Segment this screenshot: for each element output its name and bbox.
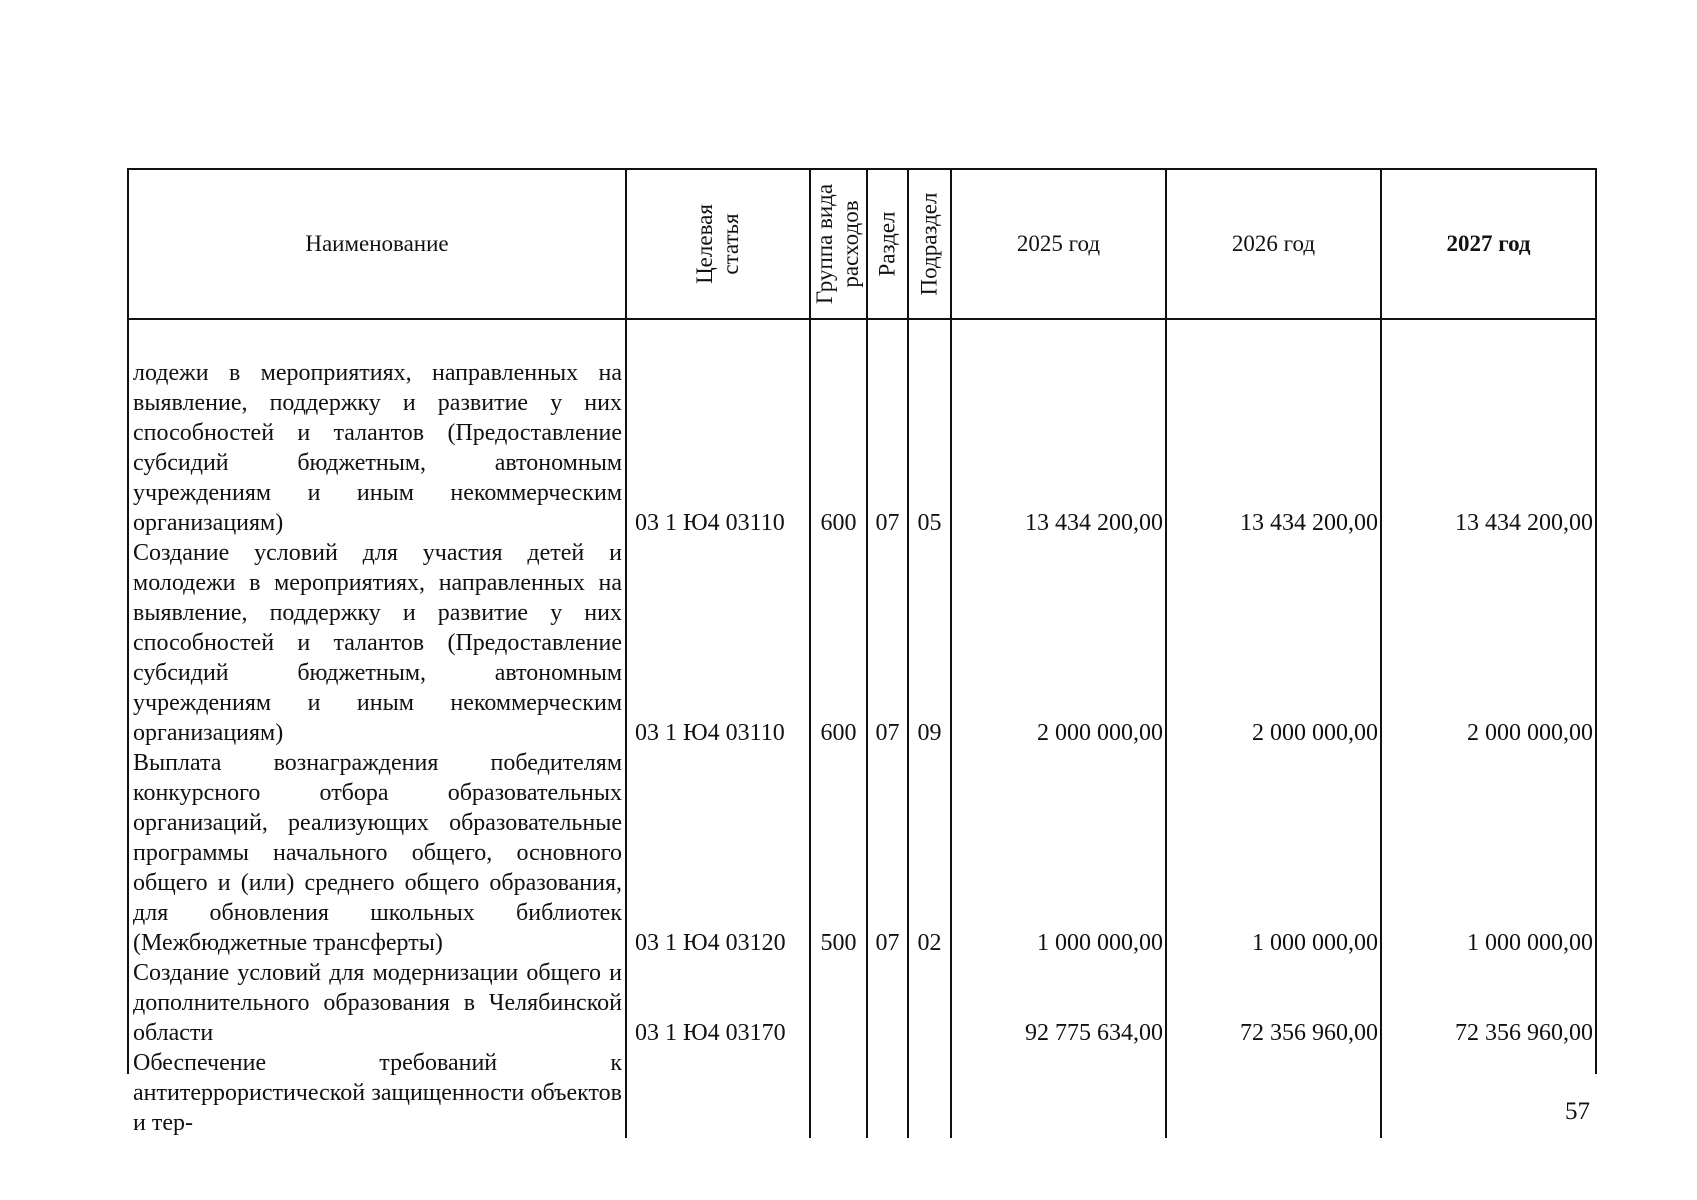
row-group [810,958,867,1048]
row-amount-2025: 13 434 200,00 [951,319,1166,538]
header-section [867,170,908,319]
header-group-line1: Группа вида [812,183,838,305]
row-subsection: 05 [908,319,951,538]
header-year-2027: 2027 год [1381,170,1595,319]
row-section: 07 [867,319,908,538]
row-amount-2027 [1381,1048,1595,1138]
header-target-line1: Целевая [691,204,717,284]
table-row [129,958,1595,1048]
header-target-line2: статья [717,213,743,275]
row-group: 500 [810,748,867,958]
row-group: 600 [810,319,867,538]
row-name: Обеспечение требований к антитеррористической защищенности объектов и тер- [129,1048,626,1138]
row-target: 03 1 Ю4 03170 [626,958,810,1048]
row-target: 03 1 Ю4 03110 [626,538,810,748]
row-section: 07 [867,538,908,748]
row-subsection [908,958,951,1048]
row-amount-2026: 1 000 000,00 [1166,748,1381,958]
row-name: Выплата вознаграждения победителям конкурсного отбора образовательных организаций, реализующих образовательные программы начального общего, основного общего и (или) среднего общего образования, для обновления школьных библиотек (Межбюджетные трансферты) [129,748,626,958]
row-target: 03 1 Ю4 03120 [626,748,810,958]
header-subsection-text: Подраздел [916,192,942,296]
header-year-2025: 2025 год [951,170,1166,319]
row-group [810,1048,867,1138]
header-subsection [908,170,951,319]
row-group: 600 [810,538,867,748]
header-group-line2: расходов [838,200,864,288]
row-amount-2026 [1166,1048,1381,1138]
row-target [626,1048,810,1138]
row-amount-2026: 2 000 000,00 [1166,538,1381,748]
row-amount-2025: 2 000 000,00 [951,538,1166,748]
table-row [129,748,1595,958]
row-amount-2027: 13 434 200,00 [1455,510,1593,536]
header-expense-group [810,170,867,319]
row-section [867,1048,908,1138]
row-subsection: 09 [908,538,951,748]
row-amount-2025: 92 775 634,00 [951,958,1166,1048]
row-section [867,958,908,1048]
row-target: 03 1 Ю4 03110 [626,319,810,538]
header-year-2026: 2026 год [1166,170,1381,319]
table-row [129,538,1595,748]
row-subsection [908,1048,951,1138]
row-amount-2027: 1 000 000,00 [1467,930,1593,956]
table-row [129,319,1595,538]
row-amount-2025: 1 000 000,00 [951,748,1166,958]
row-name: лодежи в мероприятиях, направленных на выявление, поддержку и развитие у них способностей и талантов (Предоставление субсидий бюджетным, автономным учреждениям и иным некоммерческим организациям) [129,319,626,538]
row-amount-2026: 72 356 960,00 [1166,958,1381,1048]
row-amount-2025 [951,1048,1166,1138]
row-amount-2027: 72 356 960,00 [1455,1020,1593,1046]
row-subsection: 02 [908,748,951,958]
header-name: Наименование [129,170,626,319]
header-section-text: Раздел [874,211,900,277]
row-amount-2026: 13 434 200,00 [1166,319,1381,538]
row-amount-2027: 2 000 000,00 [1467,720,1593,746]
table-header [129,170,1595,319]
header-target-article [626,170,810,319]
page-number: 57 [1565,1098,1590,1125]
row-name: Создание условий для участия детей и молодежи в мероприятиях, направленных на выявление, поддержку и развитие у них способностей и талантов (Предоставление субсидий бюджетным, автономным учреждениям и иным некоммерческим организациям) [129,538,626,748]
table-row [129,1048,1595,1138]
row-section: 07 [867,748,908,958]
row-name: Создание условий для модернизации общего и дополнительного образования в Челябинской области [129,958,626,1048]
